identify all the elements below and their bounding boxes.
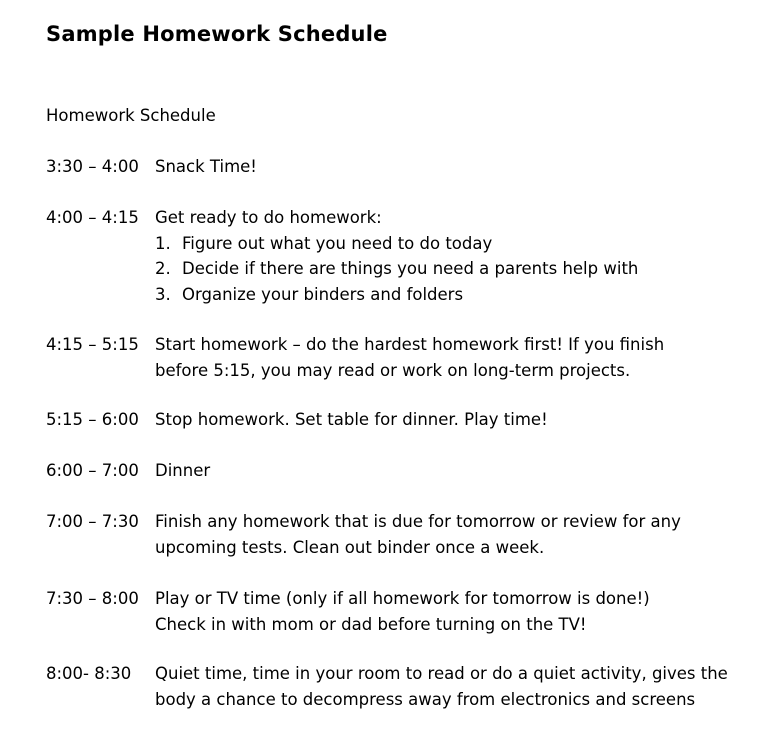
activity-description bbox=[155, 509, 761, 560]
activity-description bbox=[155, 154, 761, 180]
homework-prep-steps bbox=[155, 231, 761, 308]
document-title: Sample Homework Schedule bbox=[46, 22, 388, 46]
list-item bbox=[155, 231, 761, 257]
activity-line: Start homework – do the hardest homework first! If you finish bbox=[155, 335, 665, 354]
time-slot: 4:00 – 4:15 bbox=[46, 208, 139, 227]
activity-line: Get ready to do homework: bbox=[155, 208, 382, 227]
schedule-heading: Homework Schedule bbox=[46, 106, 216, 125]
schedule-entry bbox=[46, 586, 761, 637]
list-item-text: Figure out what you need to do today bbox=[182, 233, 493, 253]
list-item-number: 2. bbox=[155, 259, 171, 278]
schedule-entry bbox=[46, 458, 761, 484]
activity-line: Dinner bbox=[155, 461, 211, 480]
activity-line: upcoming tests. Clean out binder once a week. bbox=[155, 537, 545, 557]
list-item bbox=[155, 256, 761, 282]
activity-line: Quiet time, time in your room to read or do a quiet activity, gives the bbox=[155, 664, 728, 683]
activity-line: Check in with mom or dad before turning on the TV! bbox=[155, 614, 587, 634]
time-slot: 5:15 – 6:00 bbox=[46, 410, 139, 429]
schedule-entry bbox=[46, 509, 761, 560]
list-item bbox=[155, 282, 761, 308]
activity-line: Snack Time! bbox=[155, 157, 257, 176]
time-slot: 7:30 – 8:00 bbox=[46, 589, 139, 608]
list-item-number: 1. bbox=[155, 233, 171, 253]
list-item-number: 3. bbox=[155, 284, 171, 304]
activity-description bbox=[155, 586, 761, 637]
activity-description bbox=[155, 458, 761, 484]
schedule-entry bbox=[46, 407, 761, 433]
time-slot: 8:00- 8:30 bbox=[46, 664, 132, 683]
activity-description bbox=[155, 332, 761, 383]
activity-line: Play or TV time (only if all homework for tomorrow is done!) bbox=[155, 589, 650, 608]
time-slot: 3:30 – 4:00 bbox=[46, 157, 139, 176]
activity-line: body a chance to decompress away from electronics and screens bbox=[155, 689, 696, 709]
list-item-text: Organize your binders and folders bbox=[182, 284, 464, 304]
activity-line: Finish any homework that is due for tomorrow or review for any bbox=[155, 512, 681, 531]
activity-line: Stop homework. Set table for dinner. Play time! bbox=[155, 410, 548, 429]
time-slot: 6:00 – 7:00 bbox=[46, 461, 139, 480]
activity-line: before 5:15, you may read or work on long-term projects. bbox=[155, 360, 631, 380]
schedule-entry bbox=[46, 205, 761, 307]
time-slot: 7:00 – 7:30 bbox=[46, 512, 139, 531]
schedule-entry bbox=[46, 661, 761, 712]
activity-description bbox=[155, 407, 761, 433]
schedule-entry bbox=[46, 332, 761, 383]
activity-description bbox=[155, 661, 761, 712]
activity-description bbox=[155, 205, 761, 307]
list-item-text: Decide if there are things you need a parents help with bbox=[182, 259, 639, 278]
schedule-entry bbox=[46, 154, 761, 180]
time-slot: 4:15 – 5:15 bbox=[46, 335, 139, 354]
